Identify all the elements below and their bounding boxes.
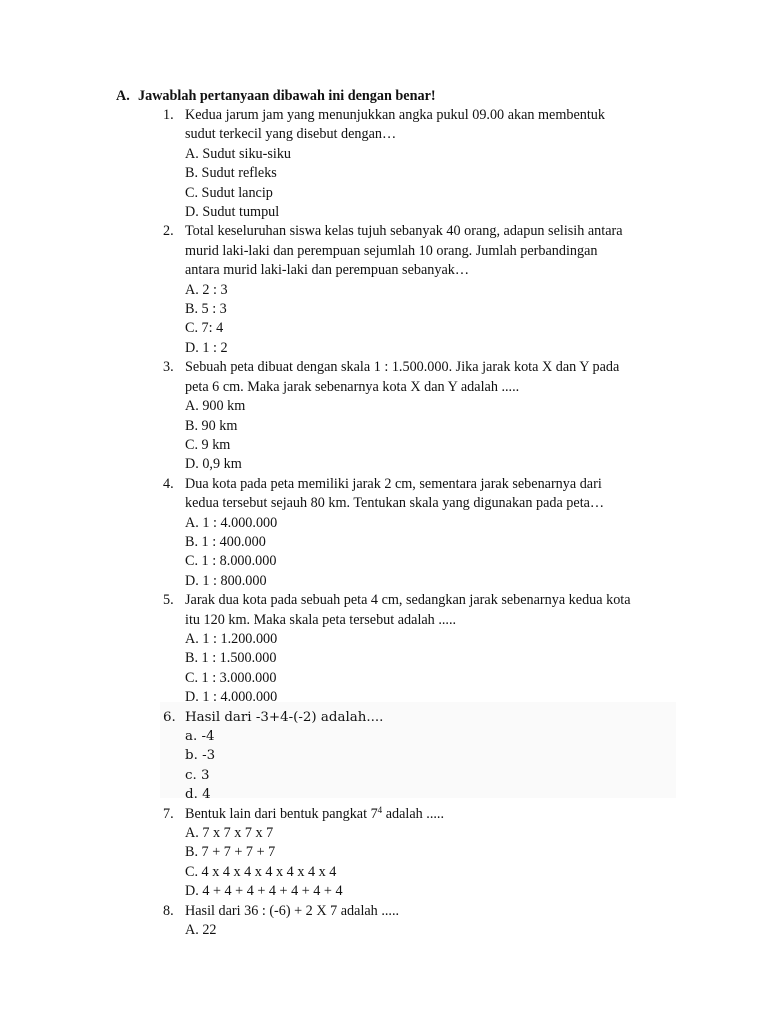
question-1 (163, 106, 683, 222)
question-line: kedua tersebut sejauh 80 km. Tentukan skala yang digunakan pada peta… (185, 495, 605, 512)
question-text (185, 708, 683, 727)
answer-option: C. Sudut lancip (185, 184, 273, 201)
answer-option: D. Sudut tumpul (185, 204, 280, 221)
question-4 (163, 475, 683, 591)
question-list (163, 106, 683, 940)
answer-option: D. 4 + 4 + 4 + 4 + 4 + 4 + 4 (185, 883, 343, 900)
answer-option: A. 1 : 4.000.000 (185, 514, 278, 531)
question-line: murid laki-laki dan perempuan sejumlah 10 orang. Jumlah perbandingan (185, 242, 598, 259)
question-number: 7. (163, 805, 174, 822)
answer-option: A. Sudut siku-siku (185, 145, 292, 162)
question-number: 5. (163, 592, 174, 609)
answer-option: B. 1 : 400.000 (185, 533, 266, 550)
question-line: Jarak dua kota pada sebuah peta 4 cm, sedangkan jarak sebenarnya kedua kota (185, 592, 631, 609)
question-text (185, 475, 683, 514)
question-line: Hasil dari 36 : (-6) + 2 X 7 adalah ..... (185, 902, 400, 919)
question-line: Dua kota pada peta memiliki jarak 2 cm, sementara jarak sebenarnya dari (185, 475, 602, 492)
question-5 (163, 591, 683, 707)
question-number: 4. (163, 475, 174, 492)
answer-option: B. Sudut refleks (185, 165, 277, 182)
question-line (185, 805, 683, 824)
answer-option: D. 1 : 2 (185, 339, 228, 356)
question-line: antara murid laki-laki dan perempuan sebanyak… (185, 262, 470, 279)
answer-option: C. 9 km (185, 436, 231, 453)
question-3 (163, 358, 683, 474)
question-line: itu 120 km. Maka skala peta tersebut adalah ..... (185, 611, 457, 628)
question-2 (163, 222, 683, 358)
answer-option: B. 1 : 1.500.000 (185, 650, 277, 667)
answer-option: b. -3 (185, 748, 216, 764)
question-line: sudut terkecil yang disebut dengan… (185, 126, 397, 143)
question-text (185, 106, 683, 145)
answer-option: c. 3 (185, 767, 210, 783)
question-8 (163, 902, 683, 941)
question-text (185, 222, 683, 280)
question-text-part: Bentuk lain dari bentuk pangkat 7 (185, 805, 378, 822)
answer-option: B. 7 + 7 + 7 + 7 (185, 844, 276, 861)
question-text (185, 902, 683, 921)
section-heading (116, 87, 436, 106)
answer-option: A. 22 (185, 922, 217, 939)
answer-option: d. 4 (185, 787, 211, 803)
question-text-part: adalah ..... (382, 805, 445, 822)
answer-option: a. -4 (185, 729, 215, 744)
answer-option: B. 90 km (185, 417, 238, 434)
question-number: 6. (163, 709, 176, 725)
answer-option: A. 2 : 3 (185, 281, 228, 298)
question-number: 2. (163, 223, 174, 240)
answer-option: D. 1 : 4.000.000 (185, 689, 278, 706)
question-number: 8. (163, 902, 174, 919)
question-text (185, 805, 683, 824)
answer-option: D. 1 : 800.000 (185, 572, 267, 589)
question-7 (163, 805, 683, 902)
answer-option: C. 4 x 4 x 4 x 4 x 4 x 4 x 4 (185, 863, 337, 880)
question-text (185, 591, 683, 630)
question-line: Kedua jarum jam yang menunjukkan angka pukul 09.00 akan membentuk (185, 107, 605, 123)
question-line: Hasil dari -3+4-(-2) adalah.... (185, 709, 384, 725)
answer-option: C. 7: 4 (185, 320, 224, 337)
section-title: Jawablah pertanyaan dibawah ini dengan benar! (138, 88, 436, 104)
question-6 (163, 708, 683, 805)
answer-option: A. 7 x 7 x 7 x 7 (185, 825, 274, 842)
question-line: Total keseluruhan siswa kelas tujuh sebanyak 40 orang, adapun selisih antara (185, 223, 623, 240)
answer-option: C. 1 : 3.000.000 (185, 669, 277, 686)
answer-option: A. 900 km (185, 398, 246, 415)
section-letter: A. (116, 88, 130, 104)
question-number: 3. (163, 359, 174, 376)
exponent: 4 (377, 804, 383, 815)
question-text (185, 358, 683, 397)
question-line: Sebuah peta dibuat dengan skala 1 : 1.500.000. Jika jarak kota X dan Y pada (185, 359, 620, 376)
answer-option: B. 5 : 3 (185, 301, 227, 318)
answer-option: A. 1 : 1.200.000 (185, 630, 278, 647)
answer-option: D. 0,9 km (185, 456, 242, 473)
answer-option: C. 1 : 8.000.000 (185, 553, 277, 570)
question-number: 1. (163, 107, 174, 123)
question-line: peta 6 cm. Maka jarak sebenarnya kota X dan Y adalah ..... (185, 378, 520, 395)
